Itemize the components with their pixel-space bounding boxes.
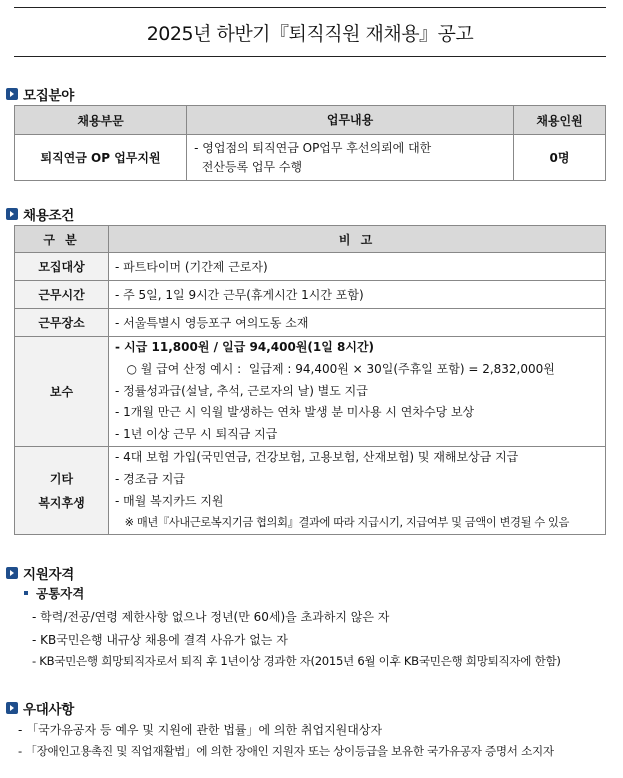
condition-value: - 서울특별시 영등포구 여의도동 소재 [109, 309, 606, 337]
welfare-line: - 경조금 지급 [115, 471, 185, 486]
condition-key-pay: 보수 [15, 337, 109, 447]
section-heading-recruit: 모집분야 [6, 84, 74, 104]
pay-line: - 1년 이상 근무 시 퇴직금 지급 [115, 427, 278, 442]
preference-line: - 「장애인고용촉진 및 직업재활법」에 의한 장애인 지원자 또는 상이등급을 보유한 국가유공자 증명서 소지자 [18, 744, 554, 758]
condition-welfare [109, 446, 606, 534]
arrow-right-icon [6, 567, 18, 579]
page-title: 2025년 하반기『퇴직직원 재채용』공고 [14, 7, 606, 57]
section-heading-conditions: 채용조건 [6, 204, 74, 224]
recruit-header-dept: 채용부문 [15, 106, 187, 135]
recruit-duty-line: - 영업점의 퇴직연금 OP업무 후선의뢰에 대한 [194, 140, 432, 155]
recruit-header-count: 채용인원 [514, 106, 606, 135]
condition-value: - 주 5일, 1일 9시간 근무(휴게시간 1시간 포함) [109, 281, 606, 309]
condition-key: 모집대상 [15, 253, 109, 281]
conditions-header-category: 구 분 [15, 226, 109, 253]
welfare-line: - 4대 보험 가입(국민연금, 건강보험, 고용보험, 산재보험) 및 재해보상금 지급 [115, 449, 519, 464]
preference-line: - 「국가유공자 등 예우 및 지원에 관한 법률」에 의한 취업지원대상자 [18, 723, 383, 737]
arrow-right-icon [6, 88, 18, 100]
qualification-line: - KB국민은행 내규상 채용에 결격 사유가 없는 자 [32, 633, 288, 647]
qualification-subheading: 공통자격 [24, 584, 84, 602]
condition-key: 근무장소 [15, 309, 109, 337]
pay-line: - 정률성과급(설날, 추석, 근로자의 날) 별도 지급 [115, 383, 368, 398]
recruit-count: 0명 [514, 135, 606, 181]
welfare-key-line: 기타 [49, 471, 74, 486]
recruit-dept: 퇴직연금 OP 업무지원 [15, 135, 187, 181]
recruit-table [14, 105, 606, 181]
welfare-key-line: 복지후생 [38, 495, 85, 510]
condition-value: - 파트타이머 (기간제 근로자) [109, 253, 606, 281]
condition-pay [109, 337, 606, 447]
condition-key-welfare [15, 446, 109, 534]
recruit-header-duty: 업무내용 [187, 106, 514, 135]
section-heading-preference: 우대사항 [6, 698, 74, 718]
condition-key: 근무시간 [15, 281, 109, 309]
section-heading-qualification: 지원자격 [6, 563, 74, 583]
conditions-table [14, 225, 606, 535]
bullet-icon [24, 591, 28, 595]
arrow-right-icon [6, 208, 18, 220]
recruit-duty [187, 135, 514, 181]
welfare-line: - 매월 복지카드 지원 [115, 493, 224, 508]
pay-line-example: ○ 월 급여 산정 예시 : 일급제 : 94,400원 × 30일(주휴일 포함) = 2,832,000원 [115, 361, 555, 376]
conditions-header-remarks: 비 고 [109, 226, 606, 253]
qualification-line: - KB국민은행 희망퇴직자로서 퇴직 후 1년이상 경과한 자(2015년 6월 이후 KB국민은행 희망퇴직자에 한함) [32, 654, 561, 668]
arrow-right-icon [6, 702, 18, 714]
pay-line-wage: - 시급 11,800원 / 일급 94,400원(1일 8시간) [115, 340, 375, 354]
recruit-duty-line: 전산등록 업무 수행 [194, 159, 303, 174]
pay-line: - 1개월 만근 시 익월 발생하는 연차 발생 분 미사용 시 연차수당 보상 [115, 405, 475, 420]
welfare-note: ※ 매년『사내근로복지기금 협의회』결과에 따라 지급시기, 지급여부 및 금액이 변경될 수 있음 [115, 516, 569, 530]
qualification-line: - 학력/전공/연령 제한사항 없으나 정년(만 60세)을 초과하지 않은 자 [32, 610, 390, 624]
